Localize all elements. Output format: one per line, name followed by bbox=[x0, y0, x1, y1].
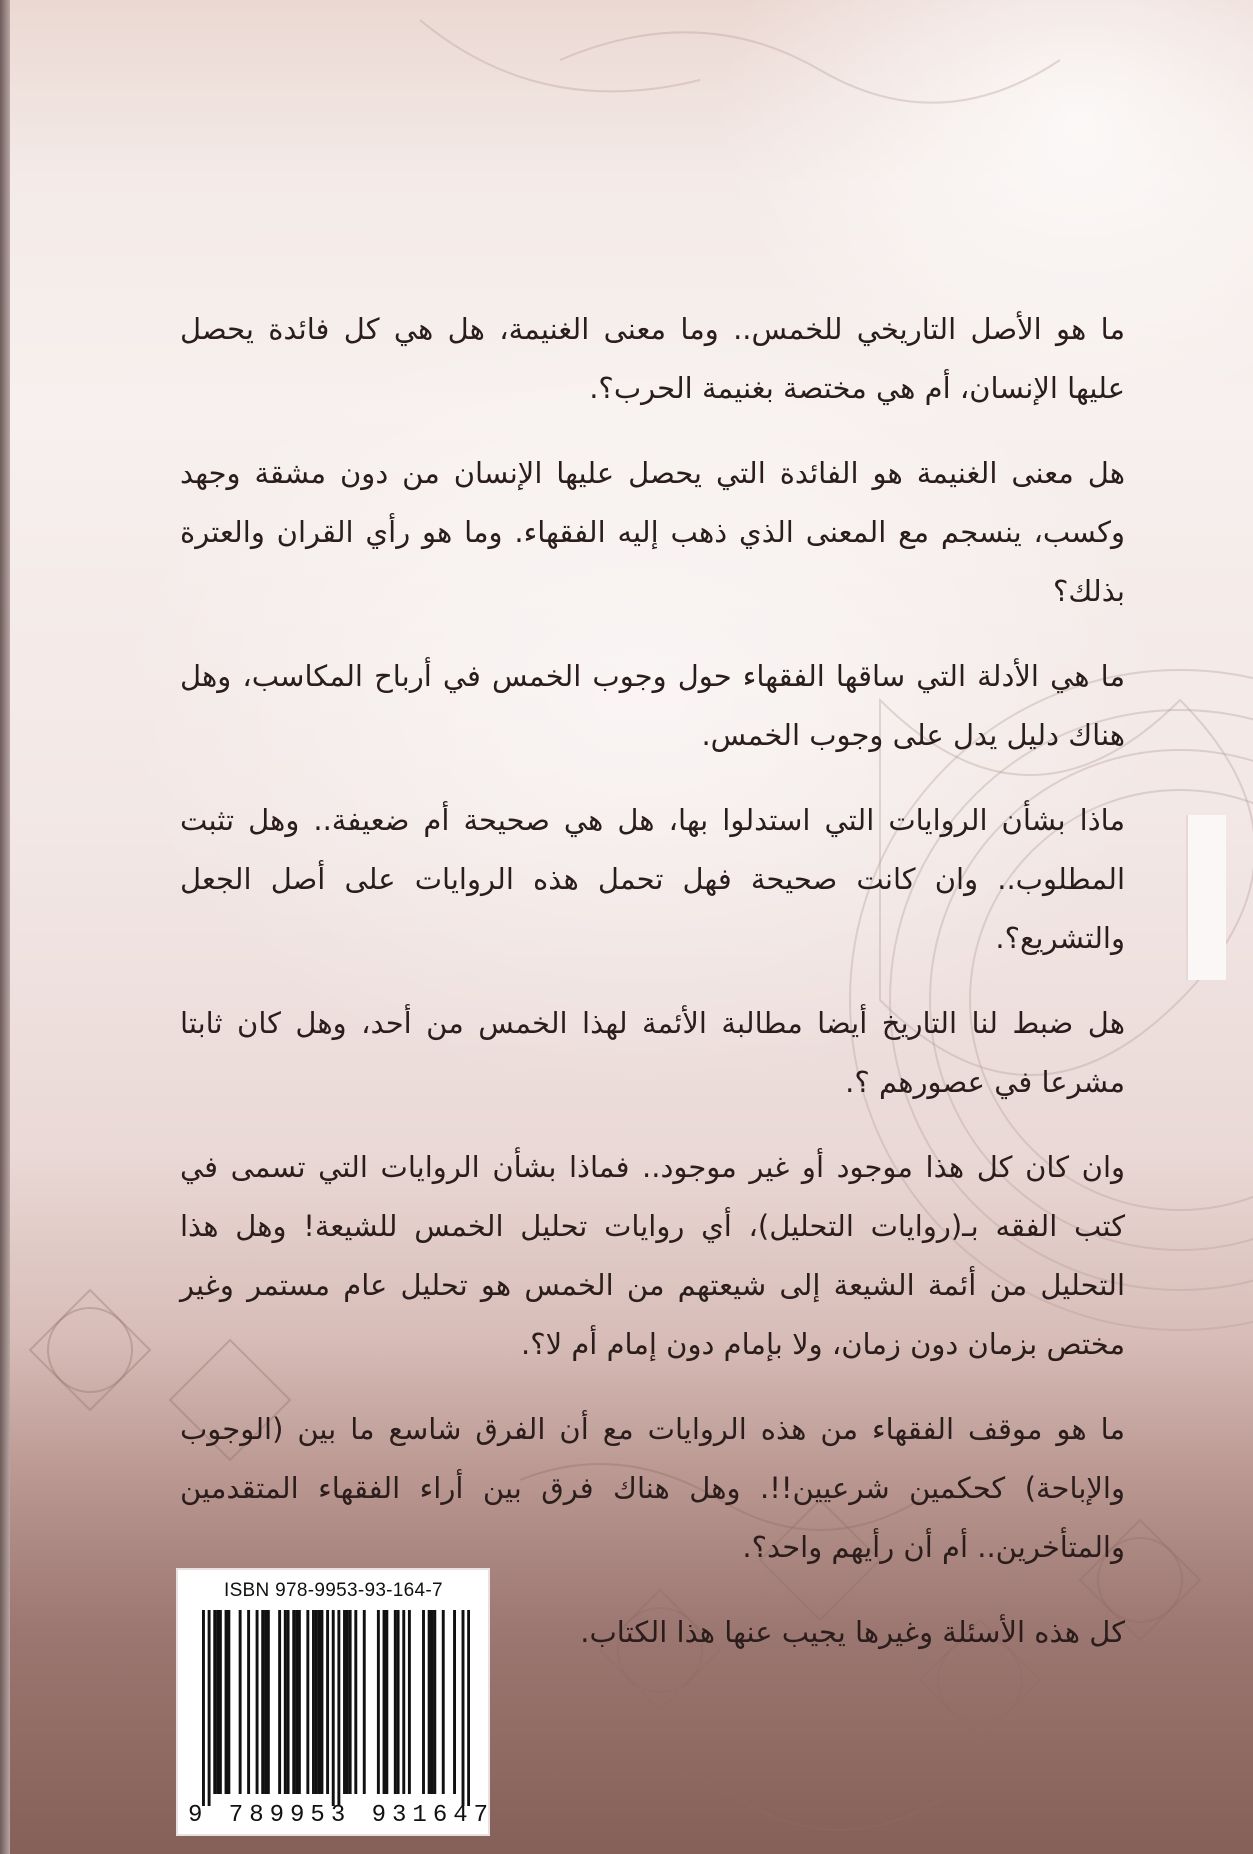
barcode-bar bbox=[292, 1610, 295, 1794]
blurb-paragraph-7: ما هو موقف الفقهاء من هذه الروايات مع أن الفرق شاسع ما بين (الوجوب والإباحة) كحكمين شرعيين!!. وهل هناك فرق بين أراء الفقهاء المتقدمين والمتأخرين.. أم أن رأيهم واحد؟. bbox=[180, 1412, 1125, 1564]
barcode-bar bbox=[383, 1610, 386, 1794]
isbn-barcode-block bbox=[176, 1568, 495, 1836]
barcode-bar bbox=[422, 1610, 425, 1794]
barcode-bar bbox=[318, 1610, 321, 1794]
isbn-label: ISBN 978-9953-93-164-7 bbox=[224, 1580, 443, 1601]
barcode-bar bbox=[267, 1610, 270, 1794]
barcode-bar bbox=[298, 1610, 301, 1794]
barcode-bar bbox=[354, 1610, 357, 1794]
barcode-bar bbox=[385, 1610, 388, 1794]
barcode-bar bbox=[433, 1610, 436, 1794]
blurb-paragraph-6: وان كان كل هذا موجود أو غير موجود.. فماذا بشأن الروايات التي تسمى في كتب الفقه بـ(روايات التحليل)، أي روايات تحليل الخمس للشيعة! وهل هذا التحليل من أئمة الشيعة إلى شيعتهم من الخمس هو تحليل عام مستمر وغير مختص بزمان دون زمان، ولا بإمام دون إمام أم لا؟. bbox=[180, 1150, 1125, 1361]
barcode-bar bbox=[337, 1610, 340, 1806]
barcode-bar bbox=[219, 1610, 222, 1794]
barcode-bar bbox=[239, 1610, 242, 1794]
barcode bbox=[202, 1610, 470, 1806]
blurb-paragraph-4: ماذا بشأن الروايات التي استدلوا بها، هل هي صحيحة أم ضعيفة.. وهل تثبت المطلوب.. وان كانت صحيحة فهل تحمل هذه الروايات على أصل الجعل والتشريع؟. bbox=[180, 803, 1125, 955]
barcode-bar bbox=[225, 1610, 228, 1794]
barcode-bar bbox=[397, 1610, 400, 1794]
barcode-bar bbox=[247, 1610, 250, 1794]
white-notch bbox=[1186, 815, 1226, 980]
isbn-digits: 9 789953 931647 bbox=[188, 1802, 495, 1829]
barcode-bar bbox=[394, 1610, 397, 1794]
blurb-paragraph-1: ما هو الأصل التاريخي للخمس.. وما معنى الغنيمة، هل هي كل فائدة يحصل عليها الإنسان، أم هي مختصة بغنيمة الحرب؟. bbox=[180, 312, 1125, 405]
barcode-bar bbox=[377, 1610, 380, 1794]
barcode-bar bbox=[442, 1610, 445, 1794]
barcode-bar bbox=[264, 1610, 267, 1794]
barcode-bar bbox=[312, 1610, 315, 1794]
barcode-bar bbox=[227, 1610, 230, 1794]
barcode-bar bbox=[278, 1610, 281, 1794]
blurb-paragraph-2: هل معنى الغنيمة هو الفائدة التي يحصل عليها الإنسان من دون مشقة وجهد وكسب، ينسجم مع المعنى الذي ذهب إليه الفقهاء. وما هو رأي القران والعترة بذلك؟ bbox=[180, 456, 1125, 608]
barcode-bar bbox=[332, 1610, 335, 1806]
barcode-bar bbox=[349, 1610, 352, 1794]
barcode-bar bbox=[287, 1610, 290, 1794]
barcode-bar bbox=[343, 1610, 346, 1794]
barcode-bar bbox=[346, 1610, 349, 1794]
blurb-text bbox=[180, 300, 1125, 1688]
blurb-paragraph-5: هل ضبط لنا التاريخ أيضا مطالبة الأئمة لهذا الخمس من أحد، وهل كان ثابتا مشرعا في عصورهم ؟. bbox=[180, 1006, 1125, 1099]
barcode-bar bbox=[256, 1610, 259, 1794]
barcode-bar bbox=[208, 1610, 211, 1806]
barcode-bar bbox=[363, 1610, 366, 1794]
barcode-bar bbox=[284, 1610, 287, 1794]
barcode-bar bbox=[320, 1610, 323, 1794]
barcode-bar bbox=[453, 1610, 456, 1794]
barcode-bar bbox=[315, 1610, 318, 1794]
barcode-bar bbox=[462, 1610, 465, 1806]
barcode-bar bbox=[306, 1610, 309, 1794]
barcode-bar bbox=[295, 1610, 298, 1794]
barcode-bar bbox=[326, 1610, 329, 1794]
barcode-bar bbox=[261, 1610, 264, 1794]
barcode-bar bbox=[431, 1610, 434, 1794]
barcode-bar bbox=[408, 1610, 411, 1794]
barcode-bar bbox=[428, 1610, 431, 1794]
barcode-bar bbox=[216, 1610, 219, 1794]
blurb-paragraph-8: كل هذه الأسئلة وغيرها يجيب عنها هذا الكتاب. bbox=[580, 1615, 1125, 1649]
barcode-bar bbox=[202, 1610, 205, 1806]
barcode-bar bbox=[213, 1610, 216, 1794]
blurb-paragraph-3: ما هي الأدلة التي ساقها الفقهاء حول وجوب الخمس في أرباح المكاسب، وهل هناك دليل يدل على وجوب الخمس. bbox=[180, 659, 1125, 752]
barcode-bar bbox=[467, 1610, 470, 1806]
barcode-bar bbox=[402, 1610, 405, 1794]
